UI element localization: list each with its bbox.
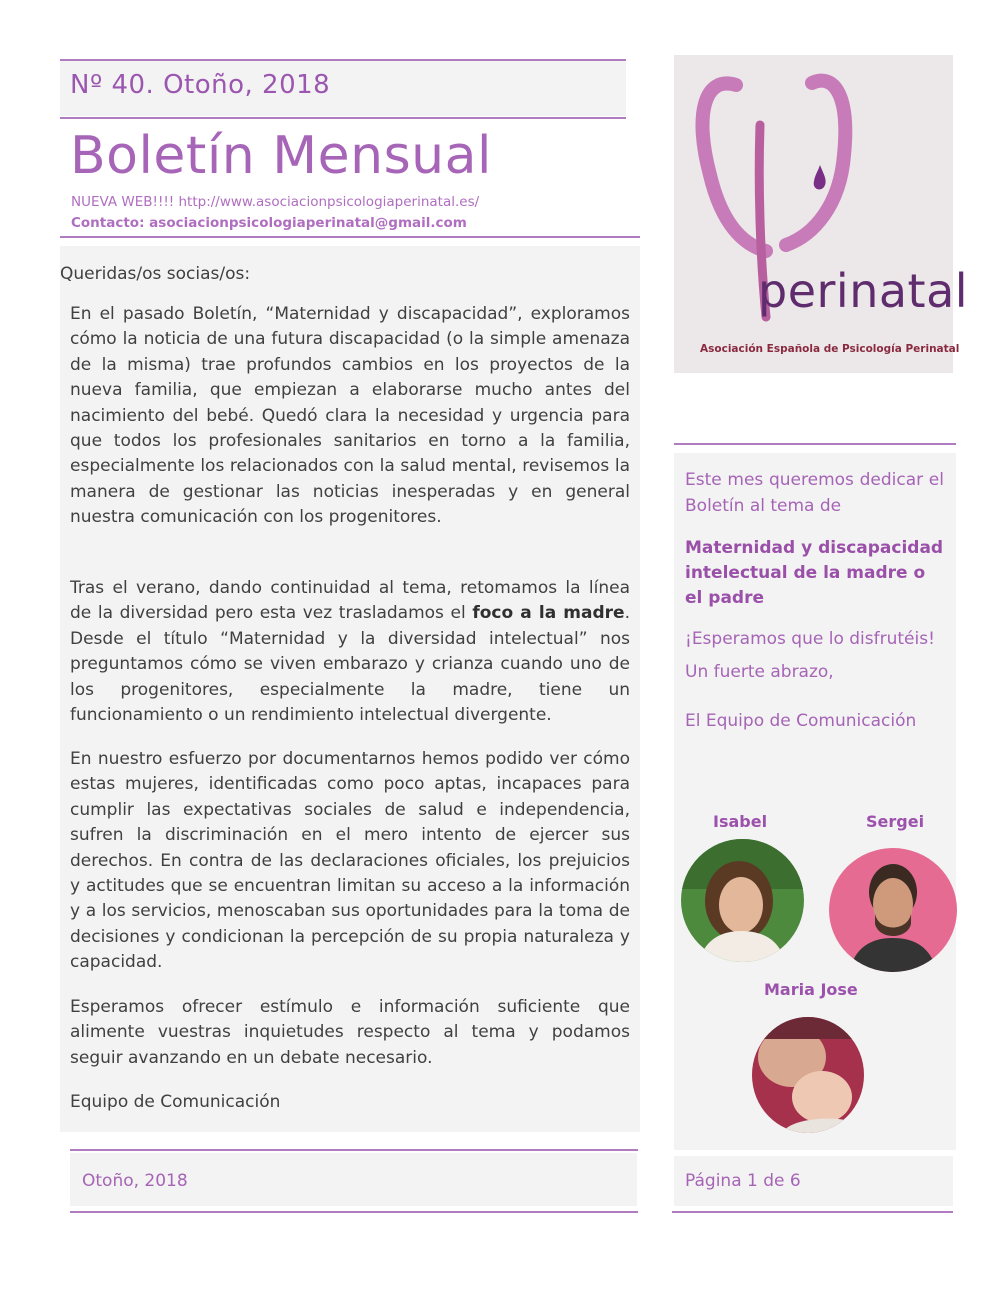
page-number: Página 1 de 6 [685, 1171, 801, 1191]
person-name-sergei: Sergei [866, 812, 925, 831]
avatar-sergei [829, 848, 957, 972]
avatar-maria-jose [752, 1017, 864, 1133]
letter-paragraph-2 [70, 576, 630, 728]
letter-paragraph-3: En nuestro esfuerzo por documentarnos hemos podido ver cómo estas mujeres, identificadas como poco aptas, incapaces para cumplir las expectativas sociales de salud e independencia, sufren la discriminación en el mero intento de ejercer sus derechos. En contra de las declaraciones oficiales, los prejuicios y actitudes que se encuentran limitan su acceso a la información y a los servicios, menoscaban sus oportunidades para la toma de decisiones y condicionan la percepción de su propia naturaleza y capacidad. [70, 749, 630, 973]
sidebar-hug: Un fuerte abrazo, [685, 662, 834, 682]
association-logo [674, 55, 953, 373]
person-name-isabel: Isabel [713, 812, 768, 831]
logo-wordmark: perinatal [758, 264, 969, 318]
sidebar-wish: ¡Esperamos que lo disfrutéis! [685, 629, 935, 649]
website-link[interactable]: NUEVA WEB!!!! http://www.asociacionpsicologiaperinatal.es/ [71, 194, 480, 210]
person-name-maria-jose: Maria Jose [764, 980, 858, 999]
sidebar-top-rule [674, 443, 956, 445]
sidebar-topic: Maternidad y discapacidad intelectual de la madre o el padre [685, 538, 944, 608]
issue-number: Nº 40. Otoño, 2018 [70, 70, 331, 100]
sidebar-intro: Este mes queremos dedicar el Boletín al tema de [685, 470, 944, 516]
footer-season: Otoño, 2018 [82, 1171, 188, 1191]
avatar-isabel [681, 839, 804, 962]
footer-top-rule-left [70, 1149, 638, 1151]
header-bottom-rule [60, 236, 640, 238]
footer-bottom-rule-right [672, 1211, 953, 1213]
letter-paragraph-1: En el pasado Boletín, “Maternidad y discapacidad”, exploramos cómo la noticia de una futura discapacidad (o la simple amenaza de la misma) trae profundos cambios en los proyectos de la nueva familia, que empiezan a elaborarse mucho antes del nacimiento del bebé. Quedó clara la necesidad y urgencia para que todos los profesionales sanitarios en torno a la familia, especialmente los relacionados con la salud mental, revisemos la manera de gestionar las noticias inesperadas y en general nuestra comunicación con los progenitores. [70, 304, 630, 528]
paragraph-2-text-b: . Desde el título “Maternidad y la diversidad intelectual” nos preguntamos cómo se viven embarazo y crianza cuando uno de los progenitores, especialmente la madre, tiene un funcionamiento o un rendimiento intelectual divergente. [70, 603, 630, 726]
letter-paragraph-4: Esperamos ofrecer estímulo e información suficiente que alimente vuestras inquietudes respecto al tema y podamos seguir avanzando en un debate necesario. [70, 997, 630, 1068]
paragraph-2-emphasis: foco a la madre [472, 603, 625, 624]
paragraph-2-text-a: Tras el verano, dando continuidad al tema, retomamos la línea de la diversidad pero esta vez trasladamos el [70, 578, 630, 624]
letter-greeting: Queridas/os socias/os: [60, 264, 251, 284]
footer-bottom-rule-left [70, 1211, 638, 1213]
letter-signoff: Equipo de Comunicación [70, 1092, 281, 1112]
page-title: Boletín Mensual [70, 126, 492, 186]
psi-logo-icon [674, 55, 953, 373]
logo-subtitle: Asociación Española de Psicología Perinatal [700, 343, 960, 355]
sidebar-team: El Equipo de Comunicación [685, 711, 917, 731]
contact-email[interactable]: Contacto: asociacionpsicologiaperinatal@gmail.com [71, 215, 467, 231]
header-mid-rule [60, 117, 626, 119]
